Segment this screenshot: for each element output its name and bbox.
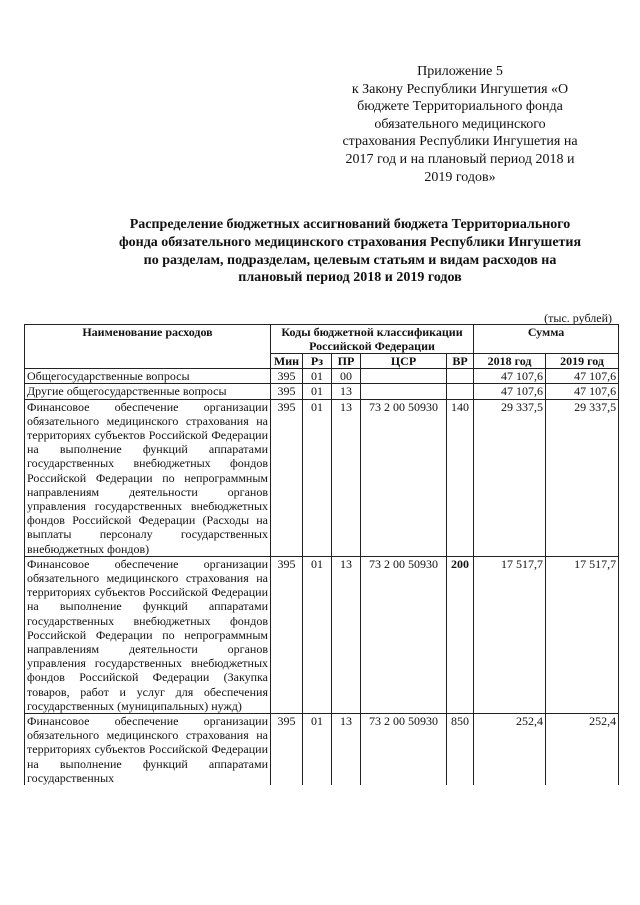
row-vr: 200 <box>447 556 474 713</box>
header-pr: ПР <box>332 354 361 369</box>
row-vr <box>447 369 474 384</box>
header-rz: Рз <box>303 354 332 369</box>
header-2018: 2018 год <box>474 354 546 369</box>
row-2018: 47 107,6 <box>474 384 546 399</box>
row-pr: 13 <box>332 384 361 399</box>
appendix-line: Приложение 5 <box>417 64 503 79</box>
header-2019: 2019 год <box>546 354 619 369</box>
table-row <box>25 714 619 786</box>
row-name: Другие общегосударственные вопросы <box>25 384 271 399</box>
row-csr <box>361 369 447 384</box>
table-row <box>25 369 619 384</box>
row-vr <box>447 384 474 399</box>
row-min: 395 <box>271 556 303 713</box>
row-min: 395 <box>271 399 303 556</box>
appendix-line: страхования Республики Ингушетия на <box>342 134 578 150</box>
header-min: Мин <box>271 354 303 369</box>
title-line: плановый период 2018 и 2019 годов <box>238 270 462 286</box>
row-name: Финансовое обеспечение организации обязательного медицинского страхования на территориях субъектов Российской Федерации на выполнение функций аппаратами государственных <box>25 714 271 786</box>
header-vr: ВР <box>447 354 474 369</box>
row-pr: 13 <box>332 556 361 713</box>
row-csr <box>361 384 447 399</box>
row-2018: 252,4 <box>474 714 546 786</box>
budget-table <box>24 324 619 785</box>
row-2018: 29 337,5 <box>474 399 546 556</box>
row-2019: 47 107,6 <box>546 384 619 399</box>
table-row <box>25 399 619 556</box>
row-pr: 00 <box>332 369 361 384</box>
appendix-line: обязательного медицинского <box>374 116 546 132</box>
row-csr: 73 2 00 50930 <box>361 556 447 713</box>
row-name: Финансовое обеспечение организации обязательного медицинского страхования на территориях субъектов Российской Федерации на выполнение функций аппаратами государственных внебюджетных фондов Российской Федерации по непрограммным направлениям деятельности органов управления государственных внебюджетных фондов Российской Федерации (Расходы на выплаты персоналу государственных внебюджетных фондов) <box>25 399 271 556</box>
row-vr: 140 <box>447 399 474 556</box>
appendix-header <box>318 63 602 186</box>
header-codes: Коды бюджетной классификации Российской Федерации <box>271 325 474 354</box>
row-2018: 47 107,6 <box>474 369 546 384</box>
appendix-line: бюджете Территориального фонда <box>357 99 563 115</box>
table-row <box>25 556 619 713</box>
title-line: Распределение бюджетных ассигнований бюджета Территориального <box>129 217 571 232</box>
row-2018: 17 517,7 <box>474 556 546 713</box>
row-2019: 29 337,5 <box>546 399 619 556</box>
title-line: фонда обязательного медицинского страхования Республики Ингушетия <box>118 234 582 250</box>
appendix-line: 2019 годов» <box>424 169 496 185</box>
row-2019: 17 517,7 <box>546 556 619 713</box>
header-sum: Сумма <box>474 325 619 354</box>
row-name: Финансовое обеспечение организации обязательного медицинского страхования на территориях субъектов Российской Федерации на выполнение функций аппаратами государственных внебюджетных фондов Российской Федерации по непрограммным направлениям деятельности органов управления государственных внебюджетных фондов Российской Федерации (Закупка товаров, работ и услуг для обеспечения государственных (муниципальных) нужд) <box>25 556 271 713</box>
row-2019: 47 107,6 <box>546 369 619 384</box>
row-csr: 73 2 00 50930 <box>361 399 447 556</box>
row-rz: 01 <box>303 556 332 713</box>
document-title <box>60 216 640 287</box>
row-2019: 252,4 <box>546 714 619 786</box>
row-pr: 13 <box>332 399 361 556</box>
row-pr: 13 <box>332 714 361 786</box>
table-row <box>25 384 619 399</box>
row-rz: 01 <box>303 399 332 556</box>
row-min: 395 <box>271 369 303 384</box>
row-rz: 01 <box>303 369 332 384</box>
row-min: 395 <box>271 714 303 786</box>
row-min: 395 <box>271 384 303 399</box>
title-line: по разделам, подразделам, целевым статьям и видам расходов на <box>143 252 557 268</box>
units-note: (тыс. рублей) <box>544 311 612 325</box>
appendix-line: к Закону Республики Ингушетия «О <box>351 81 569 97</box>
header-csr: ЦСР <box>361 354 447 369</box>
header-row <box>25 325 619 354</box>
row-rz: 01 <box>303 714 332 786</box>
row-rz: 01 <box>303 384 332 399</box>
row-name: Общегосударственные вопросы <box>25 369 271 384</box>
row-csr: 73 2 00 50930 <box>361 714 447 786</box>
row-vr: 850 <box>447 714 474 786</box>
header-name: Наименование расходов <box>25 325 271 369</box>
appendix-line: 2017 год и на плановый период 2018 и <box>345 151 575 167</box>
